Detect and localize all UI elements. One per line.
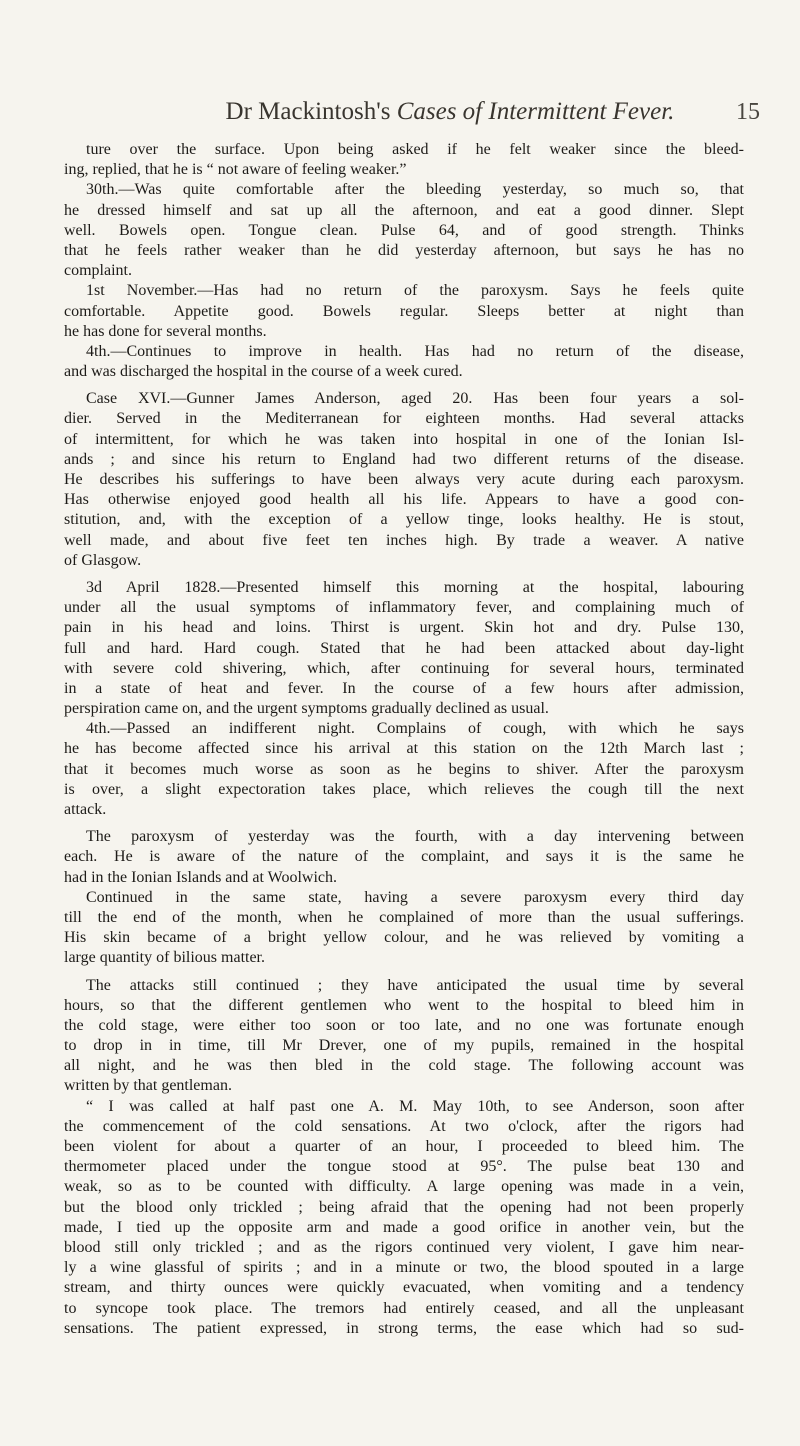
text-line: ly a wine glassful of spirits ; and in a minute or two, the blood spouted in a large <box>64 1259 744 1277</box>
text-line: attack. <box>64 801 107 818</box>
text-line: ture over the surface. Upon being asked if he felt weaker since the bleed- <box>86 141 744 158</box>
text-line: had in the Ionian Islands and at Woolwich. <box>64 868 338 886</box>
running-head <box>150 92 760 132</box>
text-line: been violent for about a quarter of an hour, I proceeded to bleed him. The <box>64 1138 744 1155</box>
paragraph-gap <box>64 571 744 578</box>
text-line: well. Bowels open. Tongue clean. Pulse 64, and of good strength. Thinks <box>64 221 744 239</box>
text-line: sensations. The patient expressed, in strong terms, the ease which had so sud- <box>64 1319 744 1337</box>
text-line: all night, and he was then bled in the cold stage. The following account was <box>64 1057 744 1075</box>
text-line: well made, and about five feet ten inches high. By trade a weaver. A native <box>64 531 744 549</box>
text-line: Case XVI.—Gunner James Anderson, aged 20. Has been four years a sol- <box>86 390 744 408</box>
body-text <box>64 140 744 1339</box>
paragraph-p7 <box>64 719 744 820</box>
paragraph-gap <box>64 969 744 976</box>
text-line: made, I tied up the opposite arm and made a good orifice in another vein, but the <box>64 1218 744 1236</box>
text-line: The attacks still continued ; they have anticipated the usual time by several <box>86 976 744 994</box>
text-line: large quantity of bilious matter. <box>64 949 265 967</box>
text-line: His skin became of a bright yellow colour, and he was relieved by vomiting a <box>64 929 744 947</box>
text-line: ing, replied, that he is “ not aware of feeling weaker.” <box>64 161 407 179</box>
text-line: 4th.—Continues to improve in health. Has had no return of the disease, <box>86 342 744 360</box>
text-line: blood still only trickled ; and as the rigors continued very violent, I gave him near- <box>64 1238 744 1256</box>
paragraph-p11 <box>64 1097 744 1339</box>
running-title-author: Dr Mackintosh's <box>225 98 397 125</box>
text-line: dier. Served in the Mediterranean for eighteen months. Had several attacks <box>64 410 744 428</box>
text-line: comfortable. Appetite good. Bowels regular. Sleeps better at night than <box>64 302 744 320</box>
paragraph-p9 <box>64 888 744 969</box>
text-line: under all the usual symptoms of inflammatory fever, and complaining much of <box>64 599 744 617</box>
text-line: and was discharged the hospital in the course of a week cured. <box>64 363 463 381</box>
text-line: stream, and thirty ounces were quickly evacuated, when vomiting and a tendency <box>64 1279 744 1297</box>
text-line: he has become affected since his arrival at this station on the 12th March last ; <box>64 740 744 758</box>
paragraph-gap <box>64 820 744 827</box>
text-line: of intermittent, for which he was taken into hospital in one of the Ionian Isl- <box>64 430 744 448</box>
text-line: in a state of heat and fever. In the course of a few hours after admission, <box>64 679 744 697</box>
text-line: stitution, and, with the exception of a yellow tinge, looks healthy. He is stout, <box>64 511 744 529</box>
text-line: but the blood only trickled ; being afraid that the opening had not been properly <box>64 1198 744 1216</box>
text-line: the cold stage, were either too soon or too late, and no one was fortunate enough <box>64 1016 744 1034</box>
text-line: is over, a slight expectoration takes place, which relieves the cough till the next <box>64 780 744 798</box>
text-line: he has done for several months. <box>64 322 267 340</box>
text-line: 4th.—Passed an indifferent night. Complains of cough, with which he says <box>86 720 744 738</box>
text-line: the commencement of the cold sensations. At two o'clock, after the rigors had <box>64 1117 744 1135</box>
paragraph-p6 <box>64 578 744 719</box>
text-line: full and hard. Hard cough. Stated that he had been attacked about day-light <box>64 639 744 657</box>
paragraph-gap <box>64 382 744 389</box>
text-line: of Glasgow. <box>64 551 142 569</box>
text-line: perspiration came on, and the urgent symptoms gradually declined as usual. <box>64 700 549 718</box>
text-line: he dressed himself and sat up all the afternoon, and eat a good dinner. Slept <box>64 201 744 219</box>
text-line: till the end of the month, when he complained of more than the usual sufferings. <box>64 908 744 926</box>
text-line: to syncope took place. The tremors had entirely ceased, and all the unpleasant <box>64 1299 744 1317</box>
text-line: 30th.—Was quite comfortable after the bleeding yesterday, so much so, that <box>86 181 744 199</box>
text-line: written by that gentleman. <box>64 1077 232 1095</box>
running-title-subject: Cases of Intermittent Fever. <box>396 98 675 125</box>
text-line: Has otherwise enjoyed good health all his life. Appears to have a good con- <box>64 491 744 509</box>
text-line: hours, so that the different gentlemen who went to the hospital to bleed him in <box>64 996 744 1014</box>
text-line: pain in his head and loins. Thirst is urgent. Skin hot and dry. Pulse 130, <box>64 619 744 637</box>
text-line: Continued in the same state, having a severe paroxysm every third day <box>86 888 744 906</box>
paragraph-p4 <box>64 342 744 382</box>
paragraph-p3 <box>64 281 744 342</box>
text-line: complaint. <box>64 262 132 280</box>
text-line: each. He is aware of the nature of the complaint, and says it is the same he <box>64 848 744 866</box>
paragraph-p2 <box>64 180 744 281</box>
text-line: that it becomes much worse as soon as he begins to shiver. After the paroxysm <box>64 760 744 778</box>
text-line: to drop in in time, till Mr Drever, one of my pupils, remained in the hospital <box>64 1037 744 1055</box>
text-line: ands ; and since his return to England had two different returns of the disease. <box>64 450 744 468</box>
running-title <box>150 92 750 132</box>
text-line: that he feels rather weaker than he did yesterday afternoon, but says he has no <box>64 241 744 259</box>
text-line: weak, so as to be counted with difficulty. A large opening was made in a vein, <box>64 1178 744 1196</box>
paragraph-p10 <box>64 976 744 1097</box>
text-line: “ I was called at half past one A. M. May 10th, to see Anderson, soon after <box>86 1097 744 1115</box>
text-line: 3d April 1828.—Presented himself this morning at the hospital, labouring <box>86 578 744 596</box>
paragraph-p1 <box>64 140 744 180</box>
paragraph-p5 <box>64 389 744 571</box>
text-line: 1st November.—Has had no return of the paroxysm. Says he feels quite <box>86 282 744 300</box>
text-line: He describes his sufferings to have been always very acute during each paroxysm. <box>64 471 744 488</box>
page-number: 15 <box>736 99 760 125</box>
text-line: with severe cold shivering, which, after continuing for several hours, terminated <box>64 659 744 677</box>
paragraph-p8 <box>64 827 744 888</box>
text-line: The paroxysm of yesterday was the fourth, with a day intervening between <box>86 828 744 846</box>
text-line: thermometer placed under the tongue stood at 95°. The pulse beat 130 and <box>64 1158 744 1176</box>
